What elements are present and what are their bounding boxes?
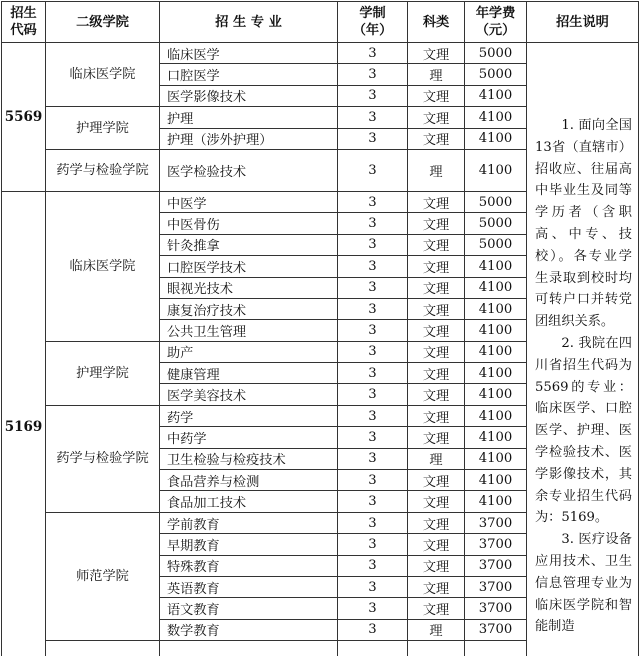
tuition-cell: 3700 — [465, 534, 527, 555]
subject-cell: 文理 — [408, 256, 465, 277]
major-cell: 食品营养与检测 — [160, 470, 338, 491]
tuition-cell: 5000 — [465, 191, 527, 212]
subject-cell: 文理 — [408, 384, 465, 405]
duration-cell: 3 — [338, 555, 408, 576]
duration-cell: 3 — [338, 405, 408, 426]
major-cell: 眼视光技术 — [160, 277, 338, 298]
subject-cell: 文理 — [408, 534, 465, 555]
major-cell: 护理（涉外护理） — [160, 128, 338, 149]
subject-cell: 理 — [408, 64, 465, 85]
tuition-cell: 4100 — [465, 405, 527, 426]
subject-cell: 文理 — [408, 341, 465, 362]
major-cell: 助产 — [160, 341, 338, 362]
table-row — [2, 43, 639, 64]
tuition-cell: 4100 — [465, 85, 527, 106]
header-tuition: 年学费（元） — [465, 2, 527, 43]
major-cell: 公共卫生管理 — [160, 320, 338, 341]
note-paragraph: 1. 面向全国13省（直辖市）招收应、往届高中毕业生及同等学历者（含职高、中专、技校）。各专业学生录取到校时均可转户口并转党团组织关系。 — [535, 118, 632, 330]
duration-cell: 3 — [338, 384, 408, 405]
header-duration: 学制（年） — [338, 2, 408, 43]
major-cell: 中药学 — [160, 427, 338, 448]
tuition-cell: 4100 — [465, 448, 527, 469]
subject-cell: 理 — [408, 149, 465, 191]
subject-cell: 文理 — [408, 405, 465, 426]
subject-cell: 理 — [408, 619, 465, 640]
college-cell: 药学与检验学院 — [46, 149, 160, 191]
tuition-cell: 3700 — [465, 598, 527, 619]
duration-cell: 3 — [338, 427, 408, 448]
major-cell: 医学检验技术 — [160, 149, 338, 191]
tuition-cell: 4100 — [465, 384, 527, 405]
major-cell: 学前教育 — [160, 512, 338, 533]
duration-cell: 3 — [338, 470, 408, 491]
duration-cell: 3 — [338, 149, 408, 191]
subject-cell: 文理 — [408, 107, 465, 128]
duration-cell: 3 — [338, 448, 408, 469]
tuition-cell: 5000 — [465, 43, 527, 64]
major-cell: 口腔医学技术 — [160, 256, 338, 277]
subject-cell: 文理 — [408, 85, 465, 106]
admission-notes — [527, 43, 639, 656]
subject-cell: 文理 — [408, 363, 465, 384]
duration-cell: 3 — [338, 534, 408, 555]
duration-cell: 3 — [338, 298, 408, 319]
enrollment-code: 5169 — [2, 191, 46, 656]
tuition-cell: 4100 — [465, 256, 527, 277]
header-major: 招 生 专 业 — [160, 2, 338, 43]
college-cell: 药学与检验学院 — [46, 405, 160, 512]
duration-cell: 3 — [338, 619, 408, 640]
major-cell: 护理 — [160, 107, 338, 128]
major-cell: 中医骨伤 — [160, 213, 338, 234]
subject-cell: 文理 — [408, 427, 465, 448]
major-cell: 医学影像技术 — [160, 85, 338, 106]
tuition-cell: 4100 — [465, 128, 527, 149]
duration-cell: 3 — [338, 234, 408, 255]
tuition-cell: 3700 — [465, 576, 527, 597]
duration-cell: 3 — [338, 491, 408, 512]
subject-cell: 文理 — [408, 277, 465, 298]
major-cell: 中医学 — [160, 191, 338, 212]
tuition-cell: 4100 — [465, 320, 527, 341]
tuition-cell: 3700 — [465, 555, 527, 576]
subject-cell: 文理 — [408, 298, 465, 319]
subject-cell: 文理 — [408, 491, 465, 512]
tuition-cell: 4100 — [465, 107, 527, 128]
header-notes: 招生说明 — [527, 2, 639, 43]
duration-cell: 3 — [338, 256, 408, 277]
subject-cell: 文理 — [408, 320, 465, 341]
note-paragraph: 3. 医疗设备应用技术、卫生信息管理专业为临床医学院和智能制造 — [535, 532, 632, 635]
subject-cell — [408, 641, 465, 656]
note-paragraph: 2. 我院在四川省招生代码为5569的专业：临床医学、口腔医学、护理、医学检验技术、医学影像技术，其余专业招生代码为：5169。 — [535, 335, 632, 526]
college-cell — [46, 641, 160, 656]
subject-cell: 文理 — [408, 191, 465, 212]
major-cell: 临床医学 — [160, 43, 338, 64]
duration-cell: 3 — [338, 107, 408, 128]
header-code: 招生代码 — [2, 2, 46, 43]
subject-cell: 文理 — [408, 555, 465, 576]
subject-cell: 文理 — [408, 576, 465, 597]
duration-cell: 3 — [338, 598, 408, 619]
subject-cell: 文理 — [408, 43, 465, 64]
duration-cell: 3 — [338, 128, 408, 149]
subject-cell: 文理 — [408, 128, 465, 149]
duration-cell: 3 — [338, 64, 408, 85]
subject-cell: 文理 — [408, 470, 465, 491]
subject-cell: 文理 — [408, 234, 465, 255]
tuition-cell: 4100 — [465, 363, 527, 384]
duration-cell: 3 — [338, 576, 408, 597]
duration-cell: 3 — [338, 341, 408, 362]
duration-cell: 3 — [338, 191, 408, 212]
tuition-cell: 4100 — [465, 277, 527, 298]
major-cell: 英语教育 — [160, 576, 338, 597]
college-cell: 护理学院 — [46, 341, 160, 405]
admissions-table — [1, 1, 639, 656]
duration-cell: 3 — [338, 512, 408, 533]
header-row — [2, 2, 639, 43]
tuition-cell: 4100 — [465, 491, 527, 512]
duration-cell: 3 — [338, 277, 408, 298]
duration-cell: 3 — [338, 363, 408, 384]
header-subject: 科类 — [408, 2, 465, 43]
header-college: 二级学院 — [46, 2, 160, 43]
major-cell: 健康管理 — [160, 363, 338, 384]
major-cell: 康复治疗技术 — [160, 298, 338, 319]
duration-cell: 3 — [338, 85, 408, 106]
major-cell — [160, 641, 338, 656]
subject-cell: 文理 — [408, 598, 465, 619]
tuition-cell: 4100 — [465, 341, 527, 362]
major-cell: 药学 — [160, 405, 338, 426]
enrollment-code: 5569 — [2, 43, 46, 192]
subject-cell: 文理 — [408, 512, 465, 533]
college-cell: 临床医学院 — [46, 191, 160, 341]
tuition-cell: 3700 — [465, 512, 527, 533]
duration-cell — [338, 641, 408, 656]
tuition-cell: 5000 — [465, 64, 527, 85]
tuition-cell: 5000 — [465, 234, 527, 255]
major-cell: 早期教育 — [160, 534, 338, 555]
tuition-cell: 4100 — [465, 298, 527, 319]
tuition-cell: 4100 — [465, 149, 527, 191]
college-cell: 师范学院 — [46, 512, 160, 640]
major-cell: 语文教育 — [160, 598, 338, 619]
major-cell: 特殊教育 — [160, 555, 338, 576]
major-cell: 针灸推拿 — [160, 234, 338, 255]
major-cell: 口腔医学 — [160, 64, 338, 85]
major-cell: 食品加工技术 — [160, 491, 338, 512]
college-cell: 护理学院 — [46, 107, 160, 150]
major-cell: 卫生检验与检疫技术 — [160, 448, 338, 469]
college-cell: 临床医学院 — [46, 43, 160, 107]
duration-cell: 3 — [338, 213, 408, 234]
tuition-cell: 4100 — [465, 470, 527, 491]
duration-cell: 3 — [338, 320, 408, 341]
subject-cell: 文理 — [408, 213, 465, 234]
tuition-cell: 5000 — [465, 213, 527, 234]
duration-cell: 3 — [338, 43, 408, 64]
major-cell: 数学教育 — [160, 619, 338, 640]
subject-cell: 理 — [408, 448, 465, 469]
tuition-cell — [465, 641, 527, 656]
tuition-cell: 4100 — [465, 427, 527, 448]
major-cell: 医学美容技术 — [160, 384, 338, 405]
tuition-cell: 3700 — [465, 619, 527, 640]
